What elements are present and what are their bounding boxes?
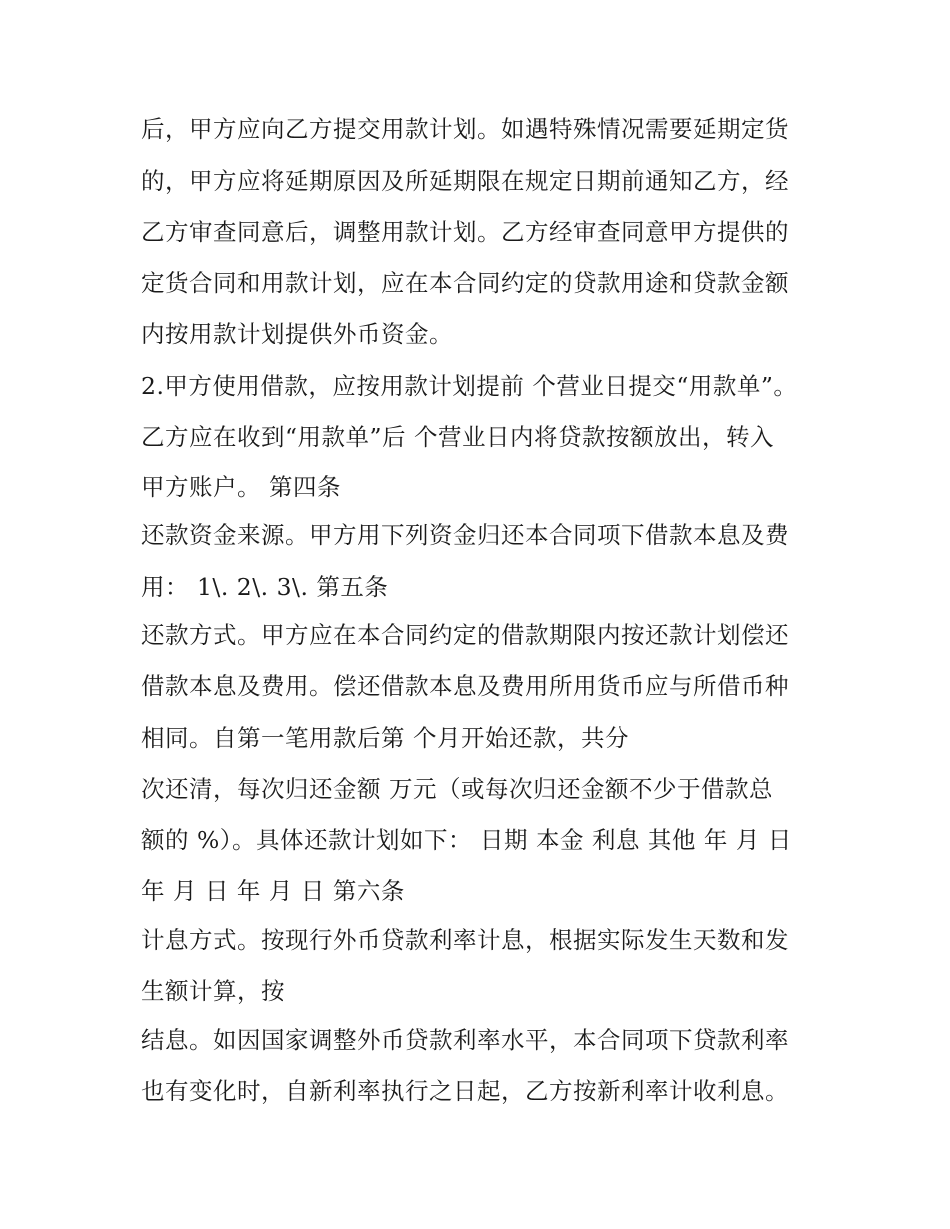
text-line: 生额计算，按 [141, 977, 285, 1005]
text-line: 2.甲方使用借款，应按用款计划提前 个营业日提交“用款单”。 [141, 372, 798, 400]
text-line: 相同。自第一笔用款后第 个月开始还款，共分 [141, 724, 629, 752]
text-line: 甲方账户。 第四条 [141, 473, 341, 501]
text-line: 用： 1\. 2\. 3\. 第五条 [141, 573, 389, 601]
text-line: 的，甲方应将延期原因及所延期限在规定日期前通知乙方，经 [141, 167, 789, 195]
text-line: 定货合同和用款计划，应在本合同约定的贷款用途和贷款金额 [141, 269, 789, 297]
text-line: 还款资金来源。甲方用下列资金归还本合同项下借款本息及费 [141, 521, 789, 549]
text-line: 次还清，每次归还金额 万元（或每次归还金额不少于借款总 [141, 775, 773, 803]
text-line: 还款方式。甲方应在本合同约定的借款期限内按还款计划偿还 [141, 621, 789, 649]
text-line: 后，甲方应向乙方提交用款计划。如遇特殊情况需要延期定货 [141, 115, 789, 143]
text-line: 年 月 日 年 月 日 第六条 [141, 877, 405, 905]
text-line: 结息。如因国家调整外币贷款利率水平，本合同项下贷款利率 [141, 1026, 789, 1054]
text-line: 额的 %）。具体还款计划如下： 日期 本金 利息 其他 年 月 日 [141, 826, 792, 854]
text-line: 乙方应在收到“用款单”后 个营业日内将贷款按额放出，转入 [141, 423, 774, 451]
text-line: 计息方式。按现行外币贷款利率计息，根据实际发生天数和发 [141, 926, 789, 954]
text-line: 乙方审查同意后，调整用款计划。乙方经审查同意甲方提供的 [141, 218, 789, 246]
text-line: 借款本息及费用。偿还借款本息及费用所用货币应与所借币种 [141, 672, 789, 700]
text-line: 也有变化时，自新利率执行之日起，乙方按新利率计收利息。 [141, 1077, 789, 1105]
text-line: 内按用款计划提供外币资金。 [141, 320, 453, 348]
